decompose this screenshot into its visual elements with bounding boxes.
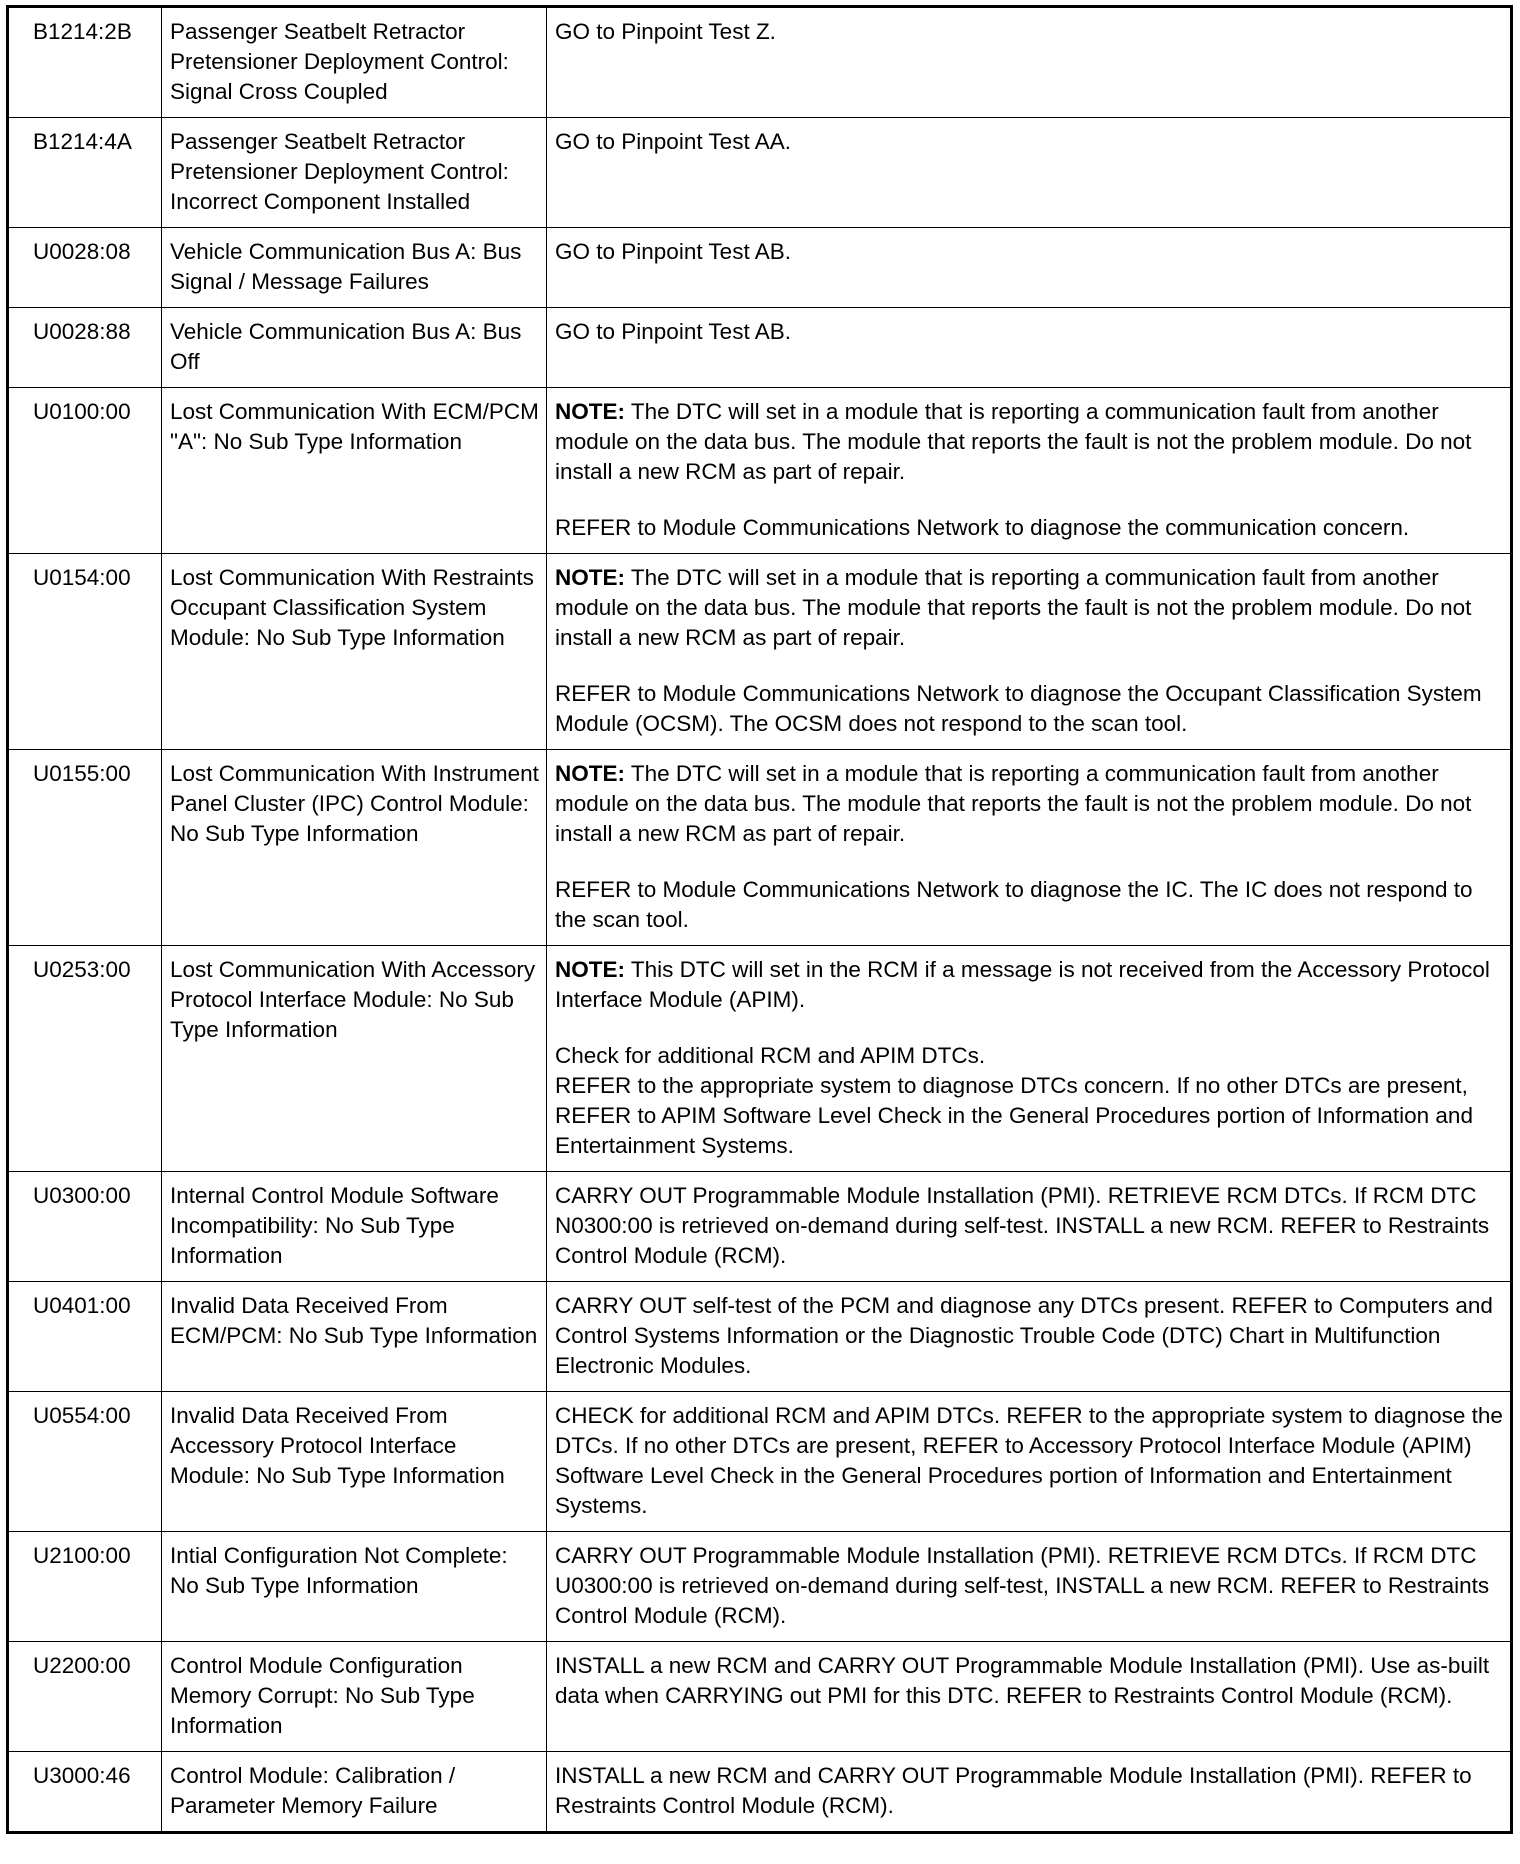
dtc-code: U0401:00 [8,1282,162,1392]
dtc-action [547,308,1512,388]
action-paragraph [555,1401,1503,1521]
action-text: REFER to Module Communications Network to diagnose the Occupant Classification System Module (OCSM). The OCSM does not respond to the scan tool. [555,681,1482,736]
action-text: REFER to Module Communications Network to diagnose the communication concern. [555,515,1410,540]
table-row [8,1392,1512,1532]
dtc-description: Invalid Data Received From ECM/PCM: No Sub Type Information [162,1282,547,1392]
action-paragraph [555,1651,1503,1711]
note-paragraph [555,759,1503,849]
action-text: INSTALL a new RCM and CARRY OUT Programmable Module Installation (PMI). Use as-built data when CARRYING out PMI for this DTC. REFER to Restraints Control Module (RCM). [555,1653,1490,1708]
table-row [8,118,1512,228]
dtc-action [547,1532,1512,1642]
dtc-description: Lost Communication With Restraints Occupant Classification System Module: No Sub Type Information [162,554,547,750]
note-paragraph [555,563,1503,653]
dtc-code: U2100:00 [8,1532,162,1642]
dtc-action [547,750,1512,946]
action-paragraph [555,317,1503,347]
dtc-action [547,1642,1512,1752]
dtc-action [547,1392,1512,1532]
dtc-code: U0028:88 [8,308,162,388]
dtc-action [547,388,1512,554]
action-text: REFER to Module Communications Network to diagnose the IC. The IC does not respond to the scan tool. [555,877,1473,932]
dtc-action [547,1752,1512,1833]
action-text: CHECK for additional RCM and APIM DTCs. REFER to the appropriate system to diagnose the DTCs. If no other DTCs are present, REFER to Accessory Protocol Interface Module (APIM) Software Level Check in the General Procedures portion of Information and Entertainment Systems. [555,1403,1503,1518]
action-text: GO to Pinpoint Test AA. [555,129,791,154]
table-row [8,750,1512,946]
table-row [8,388,1512,554]
dtc-description: Vehicle Communication Bus A: Bus Signal / Message Failures [162,228,547,308]
dtc-description: Lost Communication With ECM/PCM "A": No Sub Type Information [162,388,547,554]
note-paragraph [555,955,1503,1015]
dtc-chart-table [6,5,1513,1834]
dtc-code: U0028:08 [8,228,162,308]
table-row [8,308,1512,388]
action-paragraph [555,1181,1503,1271]
note-label: NOTE: [555,399,625,424]
table-row [8,1752,1512,1833]
dtc-code: U0154:00 [8,554,162,750]
dtc-description: Vehicle Communication Bus A: Bus Off [162,308,547,388]
dtc-action [547,946,1512,1172]
dtc-code: B1214:2B [8,7,162,118]
action-text: REFER to the appropriate system to diagnose DTCs concern. If no other DTCs are present, REFER to APIM Software Level Check in the General Procedures portion of Information and Entertainment Systems. [555,1073,1473,1158]
dtc-code: U0253:00 [8,946,162,1172]
action-text: CARRY OUT Programmable Module Installation (PMI). RETRIEVE RCM DTCs. If RCM DTC N0300:00 is retrieved on-demand during self-test. INSTALL a new RCM. REFER to Restraints Control Module (RCM). [555,1183,1490,1268]
dtc-description: Invalid Data Received From Accessory Protocol Interface Module: No Sub Type Information [162,1392,547,1532]
action-paragraph [555,875,1503,935]
table-row [8,554,1512,750]
dtc-action [547,554,1512,750]
dtc-description: Passenger Seatbelt Retractor Pretensioner Deployment Control: Signal Cross Coupled [162,7,547,118]
action-paragraph [555,237,1503,267]
dtc-action [547,1172,1512,1282]
action-paragraph [555,679,1503,739]
dtc-action [547,1282,1512,1392]
table-row [8,1282,1512,1392]
dtc-code: U0300:00 [8,1172,162,1282]
action-paragraph [555,127,1503,157]
dtc-action [547,7,1512,118]
table-row [8,7,1512,118]
dtc-description: Lost Communication With Accessory Protocol Interface Module: No Sub Type Information [162,946,547,1172]
action-paragraph [555,1291,1503,1381]
dtc-chart-body [8,7,1512,1833]
action-paragraph [555,513,1503,543]
dtc-description: Control Module Configuration Memory Corrupt: No Sub Type Information [162,1642,547,1752]
note-text: This DTC will set in the RCM if a message is not received from the Accessory Protocol Interface Module (APIM). [555,957,1490,1012]
note-label: NOTE: [555,761,625,786]
dtc-description: Lost Communication With Instrument Panel Cluster (IPC) Control Module: No Sub Type Information [162,750,547,946]
note-label: NOTE: [555,565,625,590]
action-text: GO to Pinpoint Test Z. [555,19,776,44]
action-paragraph [555,1761,1503,1821]
table-row [8,1172,1512,1282]
dtc-description: Internal Control Module Software Incompatibility: No Sub Type Information [162,1172,547,1282]
note-paragraph [555,397,1503,487]
dtc-code: U3000:46 [8,1752,162,1833]
action-text: GO to Pinpoint Test AB. [555,319,791,344]
action-text: GO to Pinpoint Test AB. [555,239,791,264]
dtc-code: B1214:4A [8,118,162,228]
table-row [8,1642,1512,1752]
dtc-code: U0155:00 [8,750,162,946]
action-paragraph [555,1541,1503,1631]
dtc-code: U2200:00 [8,1642,162,1752]
action-paragraph [555,17,1503,47]
table-row [8,228,1512,308]
dtc-description: Intial Configuration Not Complete: No Sub Type Information [162,1532,547,1642]
note-text: The DTC will set in a module that is reporting a communication fault from another module on the data bus. The module that reports the fault is not the problem module. Do not install a new RCM as part of repair. [555,565,1472,650]
dtc-description: Control Module: Calibration / Parameter Memory Failure [162,1752,547,1833]
dtc-action [547,118,1512,228]
action-text: CARRY OUT self-test of the PCM and diagnose any DTCs present. REFER to Computers and Control Systems Information or the Diagnostic Trouble Code (DTC) Chart in Multifunction Electronic Modules. [555,1293,1493,1378]
action-paragraph [555,1041,1503,1161]
action-text: Check for additional RCM and APIM DTCs. [555,1043,986,1068]
table-row [8,946,1512,1172]
note-text: The DTC will set in a module that is reporting a communication fault from another module on the data bus. The module that reports the fault is not the problem module. Do not install a new RCM as part of repair. [555,399,1472,484]
note-label: NOTE: [555,957,625,982]
note-text: The DTC will set in a module that is reporting a communication fault from another module on the data bus. The module that reports the fault is not the problem module. Do not install a new RCM as part of repair. [555,761,1472,846]
dtc-action [547,228,1512,308]
action-text: CARRY OUT Programmable Module Installation (PMI). RETRIEVE RCM DTCs. If RCM DTC U0300:00 is retrieved on-demand during self-test, INSTALL a new RCM. REFER to Restraints Control Module (RCM). [555,1543,1490,1628]
table-row [8,1532,1512,1642]
action-text: INSTALL a new RCM and CARRY OUT Programmable Module Installation (PMI). REFER to Restraints Control Module (RCM). [555,1763,1472,1818]
dtc-code: U0100:00 [8,388,162,554]
dtc-code: U0554:00 [8,1392,162,1532]
dtc-description: Passenger Seatbelt Retractor Pretensioner Deployment Control: Incorrect Component Installed [162,118,547,228]
